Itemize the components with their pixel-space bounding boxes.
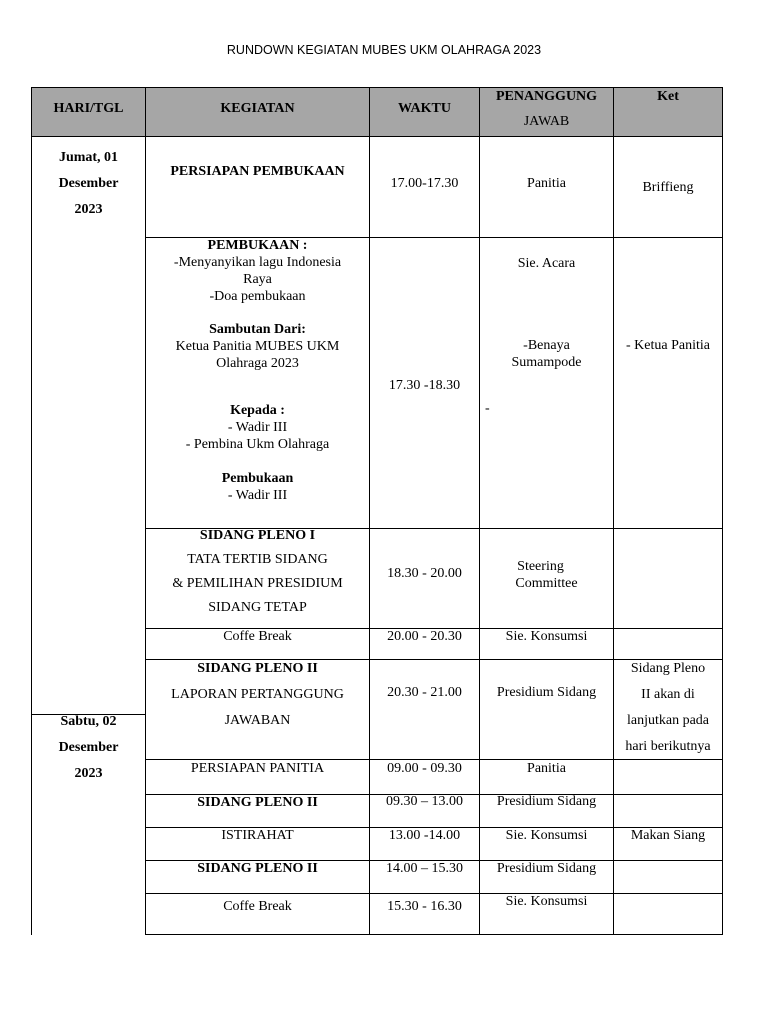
grid-line [145,893,723,894]
row5-ket-line: hari berikutnya [625,739,711,754]
header-pj-line1: PENANGGUNG [495,89,598,104]
day-saturday [31,709,146,787]
row2-line: - Pembina Ukm Olahraga [185,437,330,452]
row5-pj: Presidium Sidang [496,685,597,700]
row2-heading: Kepada : [230,403,285,418]
row5-kegiatan [145,656,370,734]
row9-waktu: 14.00 – 15.30 [386,861,463,876]
row7-pj: Presidium Sidang [496,794,597,809]
row2-pj-line: Sumampode [511,355,582,370]
row5-ket-line: II akan di [641,687,695,702]
row5-waktu: 20.30 - 21.00 [387,685,462,700]
row7-waktu: 09.30 – 13.00 [386,794,463,809]
row9-kegiatan: SIDANG PLENO II [197,861,318,876]
grid-line [31,137,32,935]
row2-pj-line: -Benaya [523,338,570,353]
row3-line: SIDANG TETAP [208,600,307,615]
row1-kegiatan: PERSIAPAN PEMBUKAAN [170,164,345,179]
rundown-table [31,87,723,935]
row8-kegiatan: ISTIRAHAT [221,828,294,843]
row1-pj: Panitia [527,176,566,191]
row3-line: TATA TERTIB SIDANG [187,552,328,567]
row8-ket: Makan Siang [630,828,706,843]
row10-waktu: 15.30 - 16.30 [387,899,462,914]
row5-ket [613,656,723,760]
day-friday [31,145,146,223]
row2-waktu: 17.30 -18.30 [388,378,461,393]
row1-waktu: 17.00-17.30 [390,176,459,191]
row2-line: -Menyanyikan lagu Indonesia [173,255,342,270]
row3-waktu: 18.30 - 20.00 [387,566,462,581]
day-label: 2023 [74,202,103,217]
row2-line: Raya [243,272,272,287]
day-label: Sabtu, 02 [60,714,117,729]
row4-pj: Sie. Konsumsi [505,629,588,644]
row3-pj-line: Steering [517,559,564,574]
row5-line: LAPORAN PERTANGGUNG [171,687,344,702]
row3-kegiatan [145,524,370,620]
row2-line: Ketua Panitia MUBES UKM [175,339,340,354]
day-label: 2023 [74,766,103,781]
row5-heading: SIDANG PLENO II [197,661,318,676]
grid-line [145,934,723,935]
row4-waktu: 20.00 - 20.30 [387,629,462,644]
row10-kegiatan: Coffe Break [223,899,292,914]
row2-line: - Wadir III [227,488,288,503]
document-title: RUNDOWN KEGIATAN MUBES UKM OLAHRAGA 2023 [226,43,542,57]
row3-pj [479,558,614,592]
header-ket: Ket [613,87,723,137]
row3-pj-line: Committee [515,576,578,591]
row6-waktu: 09.00 - 09.30 [387,761,462,776]
row7-kegiatan: SIDANG PLENO II [197,795,318,810]
row2-heading: Pembukaan [221,471,294,486]
row2-pj-3: - [485,401,490,416]
row2-heading: PEMBUKAAN : [207,238,308,253]
row2-ket: - Ketua Panitia [626,338,710,353]
row2-heading: Sambutan Dari: [209,322,306,337]
grid-line [722,137,723,935]
row8-waktu: 13.00 -14.00 [388,828,461,843]
row9-pj: Presidium Sidang [496,861,597,876]
row8-pj: Sie. Konsumsi [505,828,588,843]
row2-line: - Wadir III [227,420,288,435]
row2-line: -Doa pembukaan [209,289,306,304]
row4-kegiatan: Coffe Break [223,629,292,644]
row2-pj-2 [479,337,614,371]
day-label: Desember [58,176,119,191]
row10-pj: Sie. Konsumsi [505,894,588,909]
row2-kegiatan [145,237,370,504]
row3-heading: SIDANG PLENO I [199,528,316,543]
header-pj-line2: JAWAB [523,114,570,129]
day-label: Desember [58,740,119,755]
row3-line: & PEMILIHAN PRESIDIUM [172,576,343,591]
header-penanggung-jawab [479,87,614,137]
row5-ket-line: lanjutkan pada [626,713,710,728]
header-kegiatan: KEGIATAN [145,87,370,137]
row1-ket: Briffieng [642,180,694,195]
row5-line: JAWABAN [224,713,291,728]
row6-pj: Panitia [527,761,566,776]
row2-line: Olahraga 2023 [216,356,299,371]
row5-ket-line: Sidang Pleno [630,661,706,676]
row2-pj-1: Sie. Acara [517,256,576,271]
header-waktu: WAKTU [369,87,480,137]
day-label: Jumat, 01 [58,150,119,165]
row6-kegiatan: PERSIAPAN PANITIA [190,761,325,776]
header-hari-tgl: HARI/TGL [31,87,146,137]
